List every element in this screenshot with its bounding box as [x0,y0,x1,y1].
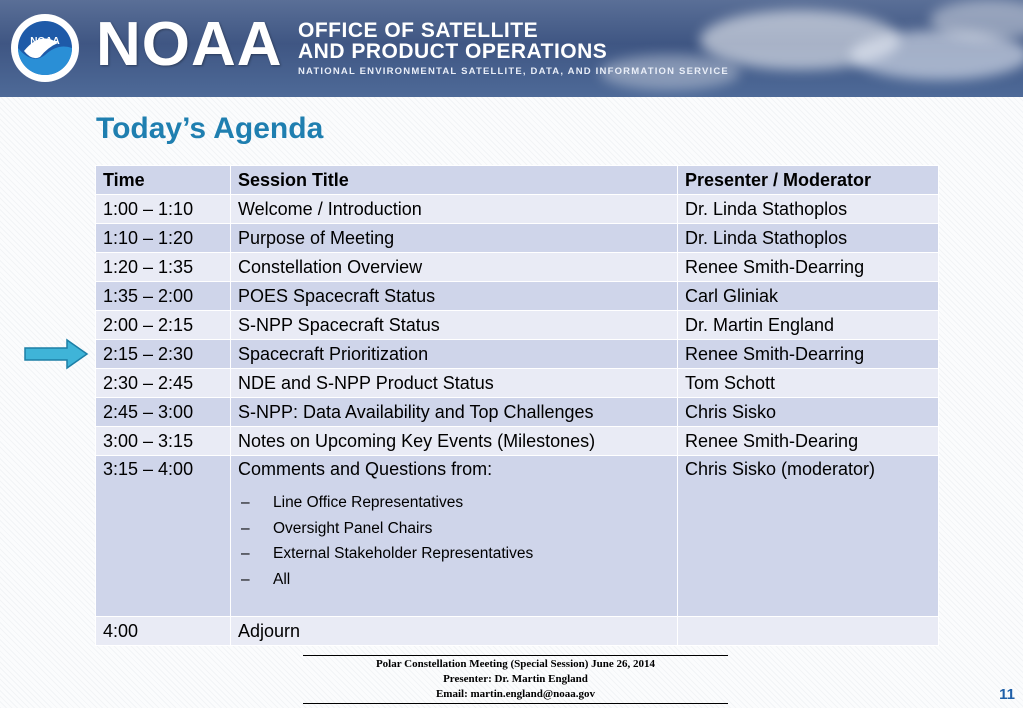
office-title-line-2: AND PRODUCT OPERATIONS [298,40,608,63]
cell-presenter: Dr. Martin England [678,311,939,340]
footer-divider-top [303,655,728,656]
dash-bullet: – [241,494,250,511]
table-row [96,617,939,646]
dash-bullet: – [241,570,250,588]
cell-presenter [678,617,939,646]
table-row [96,311,939,340]
footer-divider-bottom [303,703,728,704]
table-row-comments [96,456,939,617]
logo-text: NOAA [30,36,60,47]
table-row [96,398,939,427]
cell-time: 2:15 – 2:30 [96,340,231,369]
noaa-wordmark: NOAA [96,10,283,79]
cell-session-title: Notes on Upcoming Key Events (Milestones) [231,427,678,456]
list-item-label: External Stakeholder Representatives [273,545,534,562]
cell-presenter: Renee Smith-Dearing [678,427,939,456]
table-header-row [96,166,939,195]
cell-presenter: Chris Sisko (moderator) [678,456,939,617]
cell-time: 4:00 [96,617,231,646]
cell-presenter: Tom Schott [678,369,939,398]
cell-session-title: Constellation Overview [231,253,678,282]
list-item-label: Line Office Representatives [273,494,464,511]
noaa-logo-icon [10,13,80,83]
arrow-right-icon [23,338,89,370]
cell-presenter: Renee Smith-Dearring [678,340,939,369]
list-item [238,490,677,516]
cell-time: 3:15 – 4:00 [96,456,231,617]
list-item [238,567,677,593]
cell-session-title: S-NPP: Data Availability and Top Challenges [231,398,678,427]
cell-session-title: S-NPP Spacecraft Status [231,311,678,340]
stakeholder-list [238,490,677,592]
table-row-current [96,340,939,369]
cell-session-title: Adjourn [231,617,678,646]
cell-session-title: Purpose of Meeting [231,224,678,253]
cell-time: 3:00 – 3:15 [96,427,231,456]
dash-bullet: – [241,519,250,537]
column-header-presenter: Presenter / Moderator [678,166,939,195]
service-name: NATIONAL ENVIRONMENTAL SATELLITE, DATA, AND INFORMATION SERVICE [298,66,729,77]
cell-time: 2:00 – 2:15 [96,311,231,340]
cell-session-title: Spacecraft Prioritization [231,340,678,369]
table-row [96,224,939,253]
list-item [238,541,677,567]
comments-heading: Comments and Questions from: [238,459,493,479]
table-row [96,195,939,224]
page-title: Today’s Agenda [96,112,324,145]
table-row [96,369,939,398]
list-item-label: All [273,570,291,588]
list-item-label: Oversight Panel Chairs [273,519,433,537]
cell-presenter: Chris Sisko [678,398,939,427]
cell-presenter: Dr. Linda Stathoplos [678,224,939,253]
column-header-session-title: Session Title [231,166,678,195]
table-row [96,253,939,282]
cell-session-title: POES Spacecraft Status [231,282,678,311]
slide-number: 11 [999,686,1015,703]
dash-bullet: – [241,545,250,562]
cell-session-title: NDE and S-NPP Product Status [231,369,678,398]
office-title-line-1: OFFICE OF SATELLITE [298,19,539,42]
cell-presenter: Dr. Linda Stathoplos [678,195,939,224]
cell-time: 1:00 – 1:10 [96,195,231,224]
footer-presenter: Presenter: Dr. Martin England [443,673,588,685]
noaa-banner [0,0,1023,97]
cell-time: 1:10 – 1:20 [96,224,231,253]
cell-presenter: Renee Smith-Dearring [678,253,939,282]
table-row [96,282,939,311]
cell-session-title [231,456,678,617]
cell-time: 1:20 – 1:35 [96,253,231,282]
cell-time: 1:35 – 2:00 [96,282,231,311]
table-row [96,427,939,456]
cell-time: 2:30 – 2:45 [96,369,231,398]
agenda-table [95,165,939,646]
footer-email: Email: martin.england@noaa.gov [435,688,596,700]
footer-meeting-info: Polar Constellation Meeting (Special Session) June 26, 2014 [375,658,656,670]
cell-session-title: Welcome / Introduction [231,195,678,224]
cell-time: 2:45 – 3:00 [96,398,231,427]
cell-presenter: Carl Gliniak [678,282,939,311]
column-header-time: Time [96,166,231,195]
list-item [238,516,677,542]
